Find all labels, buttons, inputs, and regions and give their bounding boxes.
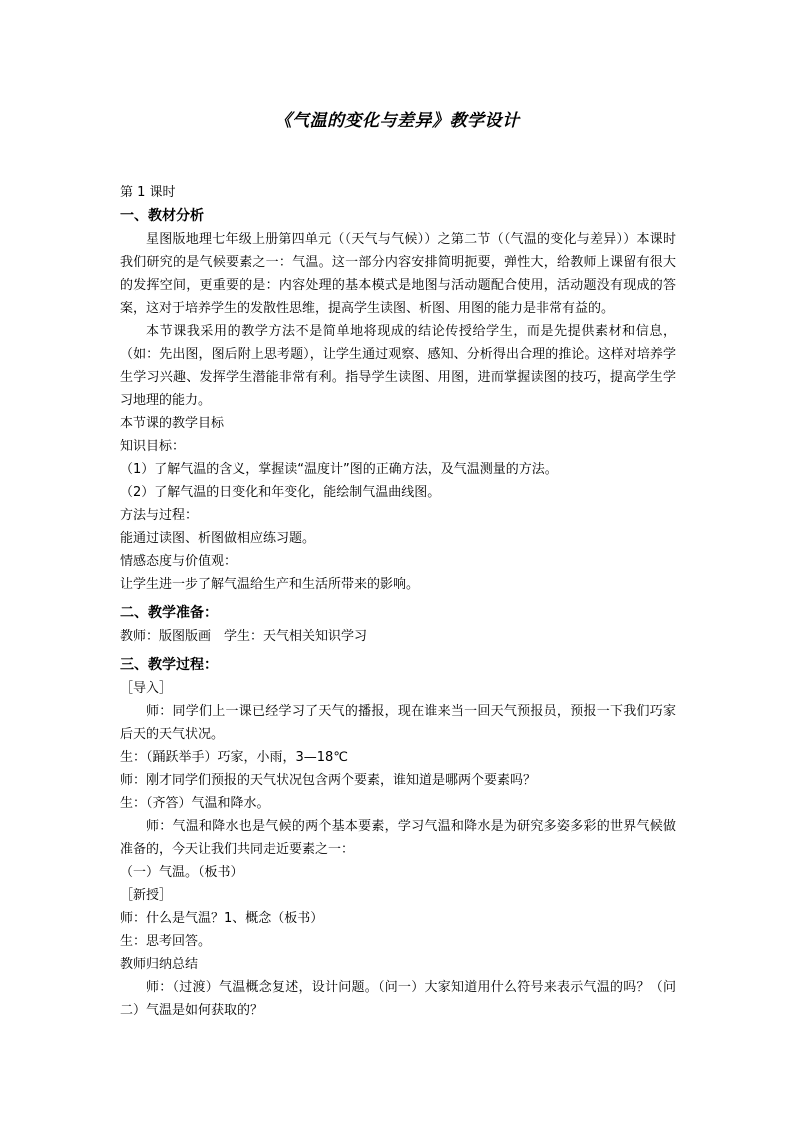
document-body bbox=[120, 205, 676, 1022]
paragraph: 星图版地理七年级上册第四单元（（天气与气候））之第二节（（气温的变化与差异））本课时我们研究的是气候要素之一：气温。这一部分内容安排简明扼要，弹性大，给教师上课留有很大的发挥空间，更重要的是：内容处理的基本模式是地图与活动题配合使用，活动题没有现成的答案，这对于培养学生的发散性思维，提高学生读图、析图、用图的能力是非常有益的。 bbox=[120, 232, 676, 316]
method-text: 能通过读图、析图做相应练习题。 bbox=[120, 531, 316, 546]
dialogue-line: 师：气温和降水也是气候的两个基本要素，学习气温和降水是为研究多姿多彩的世界气候做准备的，今天让我们共同走近要素之一： bbox=[120, 819, 676, 857]
intro-tag: ［导入］ bbox=[120, 681, 173, 696]
knowledge-title: 知识目标： bbox=[120, 439, 186, 454]
new-tag: ［新授］ bbox=[120, 888, 173, 903]
section-heading-preparation: 二、教学准备： bbox=[120, 605, 218, 621]
dialogue-line: 师：刚才同学们预报的天气状况包含两个要素，谁知道是哪两个要素吗？ bbox=[120, 773, 537, 788]
dialogue-line: 师：同学们上一课已经学习了天气的播报，现在谁来当一回天气预报员，预报一下我们巧家后天的天气状况。 bbox=[120, 704, 676, 742]
lesson-label: 第 1 课时 bbox=[120, 185, 176, 200]
section-heading-process: 三、教学过程： bbox=[120, 657, 218, 673]
emotion-text: 让学生进一步了解气温给生产和生活所带来的影响。 bbox=[120, 577, 420, 592]
document-title: 《气温的变化与差异》教学设计 bbox=[274, 111, 520, 131]
dialogue-line: 生：（踊跃举手）巧家，小雨，3—18℃ bbox=[120, 750, 348, 765]
knowledge-item: （2）了解气温的日变化和年变化，能绘制气温曲线图。 bbox=[120, 485, 441, 500]
dialogue-line: 生：思考回答。 bbox=[120, 934, 212, 949]
method-title: 方法与过程： bbox=[120, 508, 199, 523]
paragraph: 本节课我采用的教学方法不是简单地将现成的结论传授给学生，而是先提供素材和信息，（如：先出图，图后附上思考题），让学生通过观察、感知、分析得出合理的推论。这样对培养学生学习兴趣、发挥学生潜能非常有利。指导学生读图、用图，进而掌握读图的技巧，提高学生学习地理的能力。 bbox=[120, 324, 676, 408]
knowledge-item: （1）了解气温的含义，掌握读“温度计”图的正确方法，及气温测量的方法。 bbox=[120, 462, 558, 477]
dialogue-line: 师：（过渡）气温概念复述，设计问题。（问一）大家知道用什么符号来表示气温的吗？（问二）气温是如何获取的？ bbox=[120, 980, 676, 1018]
goal-title: 本节课的教学目标 bbox=[120, 416, 225, 431]
section-heading-analysis: 一、教材分析 bbox=[120, 208, 204, 224]
preparation-text: 教师：版图版画 学生：天气相关知识学习 bbox=[120, 629, 368, 644]
summary-line: 教师归纳总结 bbox=[120, 957, 199, 972]
dialogue-line: 生：（齐答）气温和降水。 bbox=[120, 796, 270, 811]
dialogue-line: 师：什么是气温？1、概念（板书） bbox=[120, 911, 324, 926]
board-note: （一）气温。（板书） bbox=[120, 865, 244, 880]
emotion-title: 情感态度与价值观： bbox=[120, 554, 238, 569]
